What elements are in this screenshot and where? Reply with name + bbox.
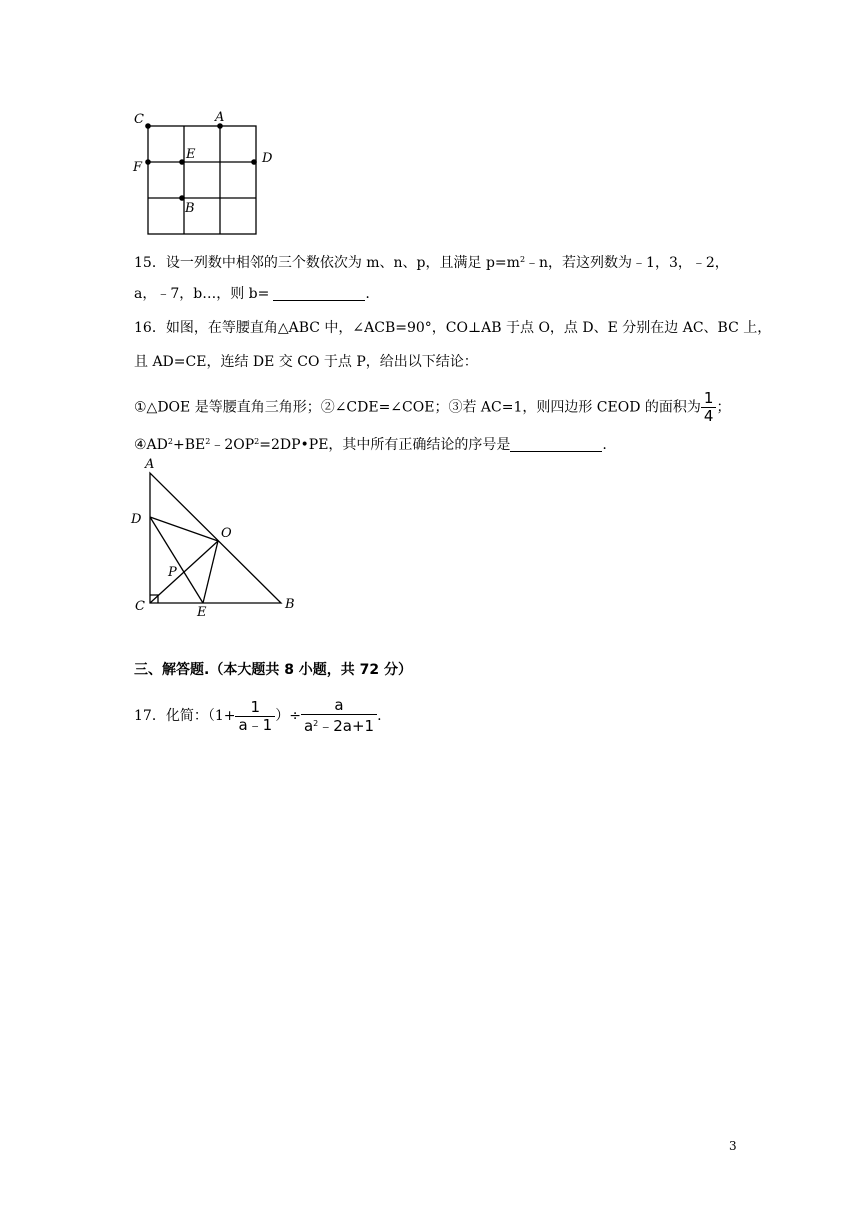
label-o: O: [221, 526, 232, 541]
fraction-one-quarter: $\frac{1}{4}$: [701, 390, 717, 425]
q16-line1: 16．如图，在等腰直角△ABC 中，∠ACB=90°，CO⊥AB 于点 O，点 D、E 分别在边 AC、BC 上，: [134, 320, 772, 336]
label-d: D: [131, 512, 142, 527]
point-f: [145, 159, 151, 165]
answer-blank-16[interactable]: [510, 437, 602, 452]
label-a: A: [215, 110, 225, 125]
point-d: [251, 159, 257, 165]
q16-line2: 且 AD=CE，连结 DE 交 CO 于点 P，给出以下结论：: [134, 354, 478, 370]
point-c: [145, 123, 151, 129]
grid-figure: [125, 105, 285, 240]
label-f: F: [133, 160, 143, 175]
q15-line1: 15．设一列数中相邻的三个数依次为 m、n、p，且满足 $p=m^2﹣n$，若这列数为﹣1，3，﹣2，: [134, 255, 729, 271]
label-e: E: [186, 147, 196, 162]
point-b: [179, 195, 185, 201]
answer-blank-15[interactable]: [273, 286, 365, 301]
q16-line3: ①△DOE 是等腰直角三角形；②∠CDE=∠COE；③若 AC=1，则四边形 CEOD 的面积为 $\frac{1}{4}$ ；: [134, 389, 731, 425]
q16-line4: $④AD^2+BE^2﹣2OP^2=2DP•PE$，其中所有正确结论的序号是 .: [134, 437, 607, 453]
q17-line: 17．化简：（1+ $\frac{1}{a﹣1}$ ）÷ $\frac{a}{a^2﹣2a+1}$ .: [134, 696, 382, 735]
page-number: 3: [729, 1139, 737, 1153]
label-e: E: [197, 605, 207, 620]
label-a: A: [145, 457, 155, 472]
section-heading: 三、解答题.（本大题共 8 小题，共 72 分）: [134, 662, 413, 678]
label-b: B: [285, 597, 295, 612]
label-d: D: [262, 151, 273, 166]
label-c: C: [135, 599, 145, 614]
point-e: [179, 159, 185, 165]
label-p: P: [168, 565, 177, 580]
fraction-one-over-a-minus-1: $\frac{1}{a﹣1}$: [235, 699, 275, 734]
label-c: C: [134, 112, 144, 127]
fraction-a-over-quadratic: $\frac{a}{a^2﹣2a+1}$: [301, 697, 377, 735]
q15-line2: a，﹣7，b…，则 b= .: [134, 286, 370, 302]
label-b: B: [185, 201, 195, 216]
triangle-figure: [125, 455, 310, 620]
